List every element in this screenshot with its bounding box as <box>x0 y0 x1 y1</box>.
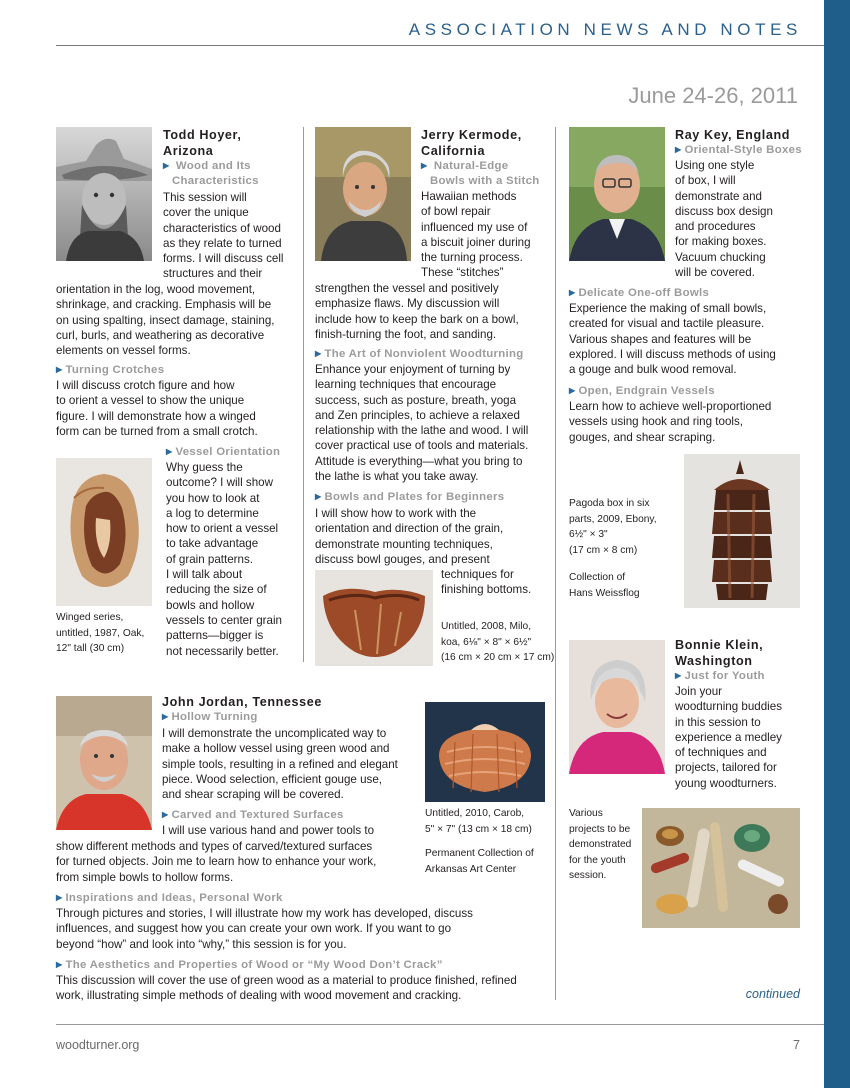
session-description: Why guess the outcome? I will show you how to look at a log to determine how to orient a vessel to take advantage of grain patterns. I will talk about reducing the size of bowls and hollow vessels to center grain patterns—bigger is not necessarily better. <box>166 461 282 658</box>
event-date: June 24-26, 2011 <box>628 83 798 108</box>
session-description: I will demonstrate the uncomplicated way to make a hollow vessel using green wood and simple tools, resulting in a refined and elegant piece. Wood selection, efficient gouge use, and shear scraping will be covered. <box>162 727 398 802</box>
session-title: ▶ Bowls and Plates for Beginners <box>315 489 504 505</box>
session-description: techniques for finishing bottoms. <box>441 568 532 597</box>
session-title: ▶ Delicate One-off Bowls <box>569 285 709 301</box>
bonnie-klein-portrait <box>569 640 665 774</box>
session-description: This session will cover the unique characteristics of wood as they relate to turned forms. I will discuss cell structures and their <box>163 191 284 281</box>
milo-koa-bowl-photo <box>315 570 433 666</box>
photo-caption: Winged series, untitled, 1987, Oak, 12" tall (30 cm) <box>56 612 145 655</box>
presenter-name: Ray Key, England <box>675 128 791 142</box>
header-divider <box>56 45 824 46</box>
collection-credit: Permanent Collection of Arkansas Art Center <box>425 848 534 875</box>
pagoda-box-photo <box>684 454 800 608</box>
presenter-name: Todd Hoyer, Arizona <box>163 128 242 158</box>
carob-hollow-form-photo <box>425 702 545 802</box>
photo-caption: Untitled, 2010, Carob, 5" × 7" (13 cm × 18 cm) <box>425 808 532 835</box>
session-title: ▶ Just for Youth <box>675 668 765 684</box>
photo-caption: Untitled, 2008, Milo, koa, 6⅛" × 8" × 6½" (16 cm × 20 cm × 17 cm) <box>441 621 555 664</box>
column-divider-1 <box>303 127 304 662</box>
session-description: Using one style of box, I will demonstrate and discuss box design and procedures for making boxes. Vacuum chucking will be covered. <box>675 159 773 280</box>
photo-caption: Various projects to be demonstrated for the youth session. <box>569 808 632 882</box>
session-title: ▶ Vessel Orientation <box>166 444 280 460</box>
session-title: ▶ Open, Endgrain Vessels <box>569 383 715 399</box>
presenter-name: John Jordan, Tennessee <box>162 695 322 709</box>
session-title: ▶ Turning Crotches <box>56 362 164 378</box>
session-description: I will discuss crotch figure and how to orient a vessel to show the unique figure. I will demonstrate how a winged form can be turned from a small crotch. <box>56 379 258 438</box>
sidebar-color-bar <box>824 0 850 1088</box>
john-jordan-portrait <box>56 696 152 830</box>
footer-website[interactable]: woodturner.org <box>56 1038 140 1052</box>
presenter-name: Bonnie Klein, Washington <box>675 638 764 668</box>
session-title: ▶ Oriental-Style Boxes <box>675 142 802 158</box>
youth-projects-photo <box>642 808 800 928</box>
session-description: Enhance your enjoyment of turning by learning techniques that encourage success, such as posture, breath, yoga and Zen principles, to achieve a relaxed relationship with the lathe and wood. I will cover practical use of tools and materials. Attitude is everything—what you bring to the lathe is what you take away. <box>315 363 529 484</box>
todd-hoyer-portrait <box>56 127 152 261</box>
session-description: I will show how to work with the orientation and direction of the grain, demonstrate mounting techniques, discuss bowl gouges, and present <box>315 507 504 566</box>
session-title: ▶ Wood and Its Characteristics <box>163 158 259 190</box>
session-description: Through pictures and stories, I will illustrate how my work has developed, discuss influences, and suggest how you can create your own work. If you want to go beyond “how” and look into “why,” this session is for you. <box>56 907 473 951</box>
section-title: ASSOCIATION NEWS AND NOTES <box>408 20 802 39</box>
presenter-name: Jerry Kermode, California <box>421 128 522 158</box>
session-title: ▶ Natural-Edge Bowls with a Stitch <box>421 158 540 190</box>
session-description: This discussion will cover the use of green wood as a material to produce finished, refined work, illustrating simple methods of dealing with wood movement and cracking. <box>56 974 517 1003</box>
session-description: Learn how to achieve well-proportioned vessels using hook and ring tools, gouges, and shear scraping. <box>569 400 772 444</box>
session-title: ▶ The Aesthetics and Properties of Wood or “My Wood Don’t Crack” <box>56 957 443 973</box>
footer-divider <box>56 1024 824 1025</box>
collection-credit: Collection of Hans Weissflog <box>569 572 640 599</box>
continued-link[interactable]: continued <box>745 987 800 1001</box>
session-description: Hawaiian methods of bowl repair influenced my use of a biscuit joiner during the turning process. These “stitches” <box>421 190 531 280</box>
column-divider-2 <box>555 127 556 1000</box>
session-description: strengthen the vessel and positively emphasize flaws. My discussion will include how to keep the bark on a bowl, finish-turning the foot, and sanding. <box>315 282 519 341</box>
photo-caption: Pagoda box in six parts, 2009, Ebony, 6½" × 3" (17 cm × 8 cm) <box>569 498 657 556</box>
jerry-kermode-portrait <box>315 127 411 261</box>
session-title: ▶ Inspirations and Ideas, Personal Work <box>56 890 283 906</box>
session-title: ▶ Carved and Textured Surfaces <box>162 807 344 823</box>
session-title: ▶ Hollow Turning <box>162 709 258 725</box>
session-description: I will use various hand and power tools to <box>162 824 375 837</box>
ray-key-portrait <box>569 127 665 261</box>
page-number: 7 <box>793 1038 800 1052</box>
session-description: Join your woodturning buddies in this session to experience a medley of techniques and projects, tailored for young woodturners. <box>675 685 782 790</box>
session-description: orientation in the log, wood movement, shrinkage, and cracking. Emphasis will be on using spalting, insect damage, staining, curl, burls, and weathering as decorative elements on vessel forms. <box>56 283 275 358</box>
session-description: Experience the making of small bowls, created for visual and tactile pleasure. Various shapes and features will be explored. I will discuss methods of using a gouge and bulk wood removal. <box>569 302 776 377</box>
session-description: show different methods and types of carved/textured surfaces for turned objects. Join me to learn how to enhance your work, from simple bowls to hollow forms. <box>56 840 377 884</box>
session-title: ▶ The Art of Nonviolent Woodturning <box>315 346 524 362</box>
winged-vessel-photo <box>56 458 152 606</box>
